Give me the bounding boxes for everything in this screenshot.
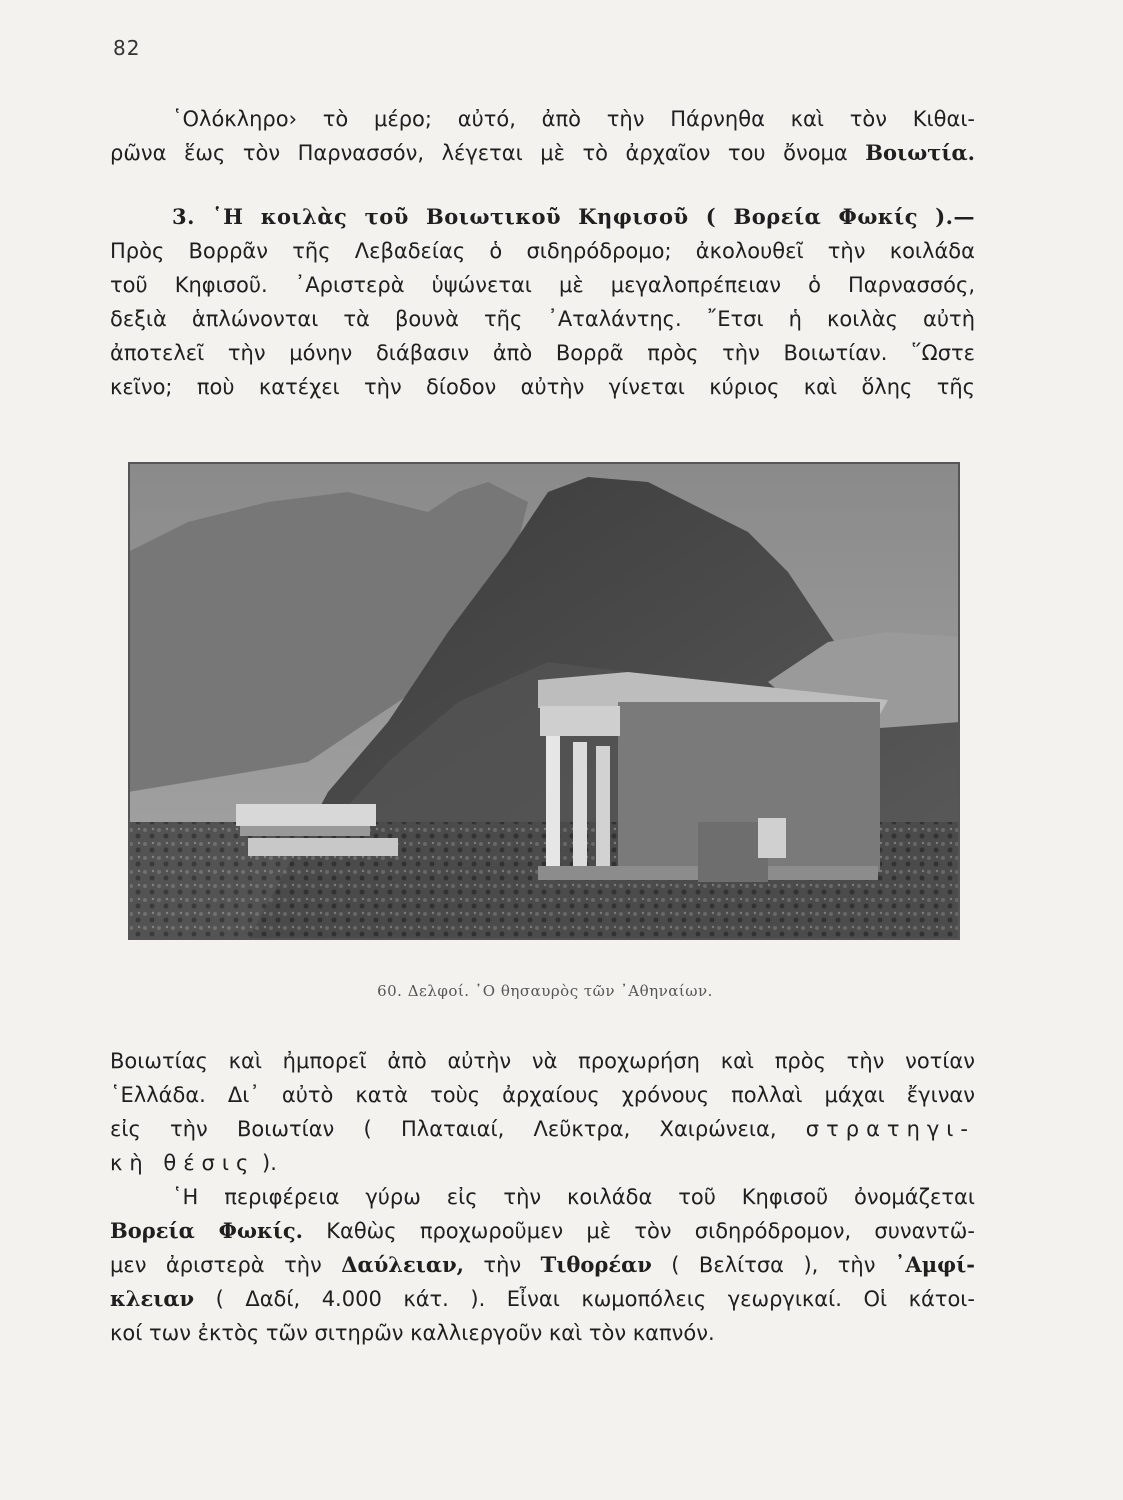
bold-term-voreia-fokis: Βορεία Φωκίς. [110,1218,303,1243]
text-line: ἀποτελεῖ τὴν μόνην διάβασιν ἀπὸ Βορρᾶ πρὸς τὴν Βοιωτίαν. ῞Ωστε [110,341,975,365]
text-line: κεῖνο; ποὺ κατέχει τὴν δίοδον αὐτὴν γίνεται κύριος καὶ ὅλης τῆς [110,375,975,399]
bold-term-boiotia: Βοιωτία. [865,140,975,165]
text-span: ρῶνα ἕως τὸν Παρνασσόν, λέγεται μὲ τὸ ἀρχαῖον του ὄνομα [110,141,848,165]
text-span: ). [262,1151,277,1175]
photo-treasury-athenians [128,462,960,940]
text-span: τὴν [483,1253,522,1277]
text-line [110,1146,975,1180]
spaced-text: στρατηγι- [805,1117,975,1141]
text-span: ( Βελίτσα ), τὴν [671,1253,876,1277]
text-line: Βοιωτίας καὶ ἠμπορεῖ ἀπὸ αὐτὴν νὰ προχωρήση καὶ πρὸς τὴν νοτίαν [110,1049,975,1073]
page-number: 82 [113,36,141,60]
section-heading: 3. ῾Η κοιλὰς τοῦ Βοιωτικοῦ Κηφισοῦ ( Βορεία Φωκίς ).— [172,204,975,229]
text-span: μεν ἀριστερὰ τὴν [110,1253,322,1277]
text-line: δεξιὰ ἁπλώνονται τὰ βουνὰ τῆς ᾿Αταλάντης. ῎Ετσι ἡ κοιλὰς αὐτὴ [110,307,975,331]
figure-photo [128,462,960,940]
bold-term-amfikleia: ᾿Αμφί- [894,1252,975,1277]
spaced-text: κὴ θέσις [110,1151,256,1175]
bold-term-davleia: Δαύλειαν, [341,1252,464,1277]
text-line: κοί των ἐκτὸς τῶν σιτηρῶν καλλιεργοῦν καὶ τὸν καπνόν. [110,1321,715,1345]
text-line [110,1112,975,1146]
text-line [110,1214,975,1248]
text-span: ( Δαδί, 4.000 κάτ. ). Εἶναι κωμοπόλεις γεωργικαί. Οἱ κάτοι- [215,1287,975,1311]
text-line [110,1282,975,1316]
paragraph-continuation [110,1044,975,1350]
bold-term-tithorea: Τιθορέαν [540,1252,652,1277]
text-line: ῾Ολόκληρο› τὸ μέρο; αὐτό, ἀπὸ τὴν Πάρνηθα καὶ τὸν Κιθαι- [172,107,975,131]
text-line [110,136,975,170]
paragraph-intro [110,102,975,170]
text-line [110,1248,975,1282]
text-line: τοῦ Κηφισοῦ. ᾿Αριστερὰ ὑψώνεται μὲ μεγαλοπρέπειαν ὁ Παρνασσός, [110,273,975,297]
text-span: εἰς τὴν Βοιωτίαν ( Πλαταιαί, Λεῦκτρα, Χαιρώνεια, [110,1117,777,1141]
text-span: Καθὼς προχωροῦμεν μὲ τὸν σιδηρόδρομον, συναντῶ- [326,1219,975,1243]
bold-term-amfikleia-cont: κλειαν [110,1286,195,1311]
text-line: ῾Ελλάδα. Δι᾿ αὐτὸ κατὰ τοὺς ἀρχαίους χρόνους πολλαὶ μάχαι ἔγιναν [110,1083,975,1107]
section-3 [110,200,975,404]
text-line: Πρὸς Βορρᾶν τῆς Λεβαδείας ὁ σιδηρόδρομο; ἀκολουθεῖ τὴν κοιλάδα [110,239,975,263]
figure-caption: 60. Δελφοί. ῾Ο θησαυρὸς τῶν ᾿Αθηναίων. [377,982,713,1000]
text-line: ῾Η περιφέρεια γύρω εἰς τὴν κοιλάδα τοῦ Κηφισοῦ ὀνομάζεται [172,1185,975,1209]
